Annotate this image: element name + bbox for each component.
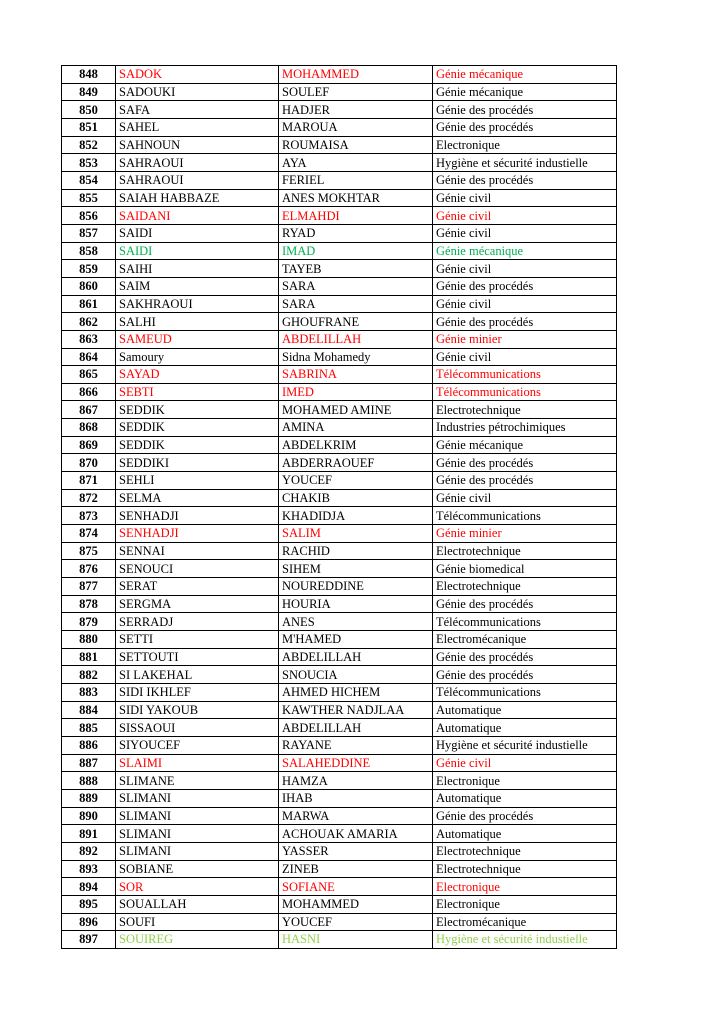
- last-name-cell: SAYAD: [116, 366, 279, 384]
- specialty-cell: Electrotechnique: [433, 542, 617, 560]
- row-number-cell: 872: [62, 489, 116, 507]
- first-name-cell: ROUMAISA: [279, 136, 433, 154]
- table-row: [62, 525, 617, 543]
- row-number-cell: 849: [62, 83, 116, 101]
- row-number-cell: 887: [62, 754, 116, 772]
- last-name-cell: SALHI: [116, 313, 279, 331]
- last-name-cell: SADOK: [116, 66, 279, 84]
- table-row: [62, 419, 617, 437]
- first-name-cell: KAWTHER NADJLAA: [279, 701, 433, 719]
- last-name-cell: SAHNOUN: [116, 136, 279, 154]
- last-name-cell: SIYOUCEF: [116, 736, 279, 754]
- row-number-cell: 856: [62, 207, 116, 225]
- table-row: [62, 101, 617, 119]
- last-name-cell: SAFA: [116, 101, 279, 119]
- last-name-cell: SAIAH HABBAZE: [116, 189, 279, 207]
- first-name-cell: SOULEF: [279, 83, 433, 101]
- first-name-cell: Sidna Mohamedy: [279, 348, 433, 366]
- specialty-cell: Génie des procédés: [433, 472, 617, 490]
- table-row: [62, 383, 617, 401]
- table-body: [62, 66, 617, 949]
- first-name-cell: AMINA: [279, 419, 433, 437]
- specialty-cell: Génie mécanique: [433, 66, 617, 84]
- last-name-cell: SIDI IKHLEF: [116, 683, 279, 701]
- row-number-cell: 879: [62, 613, 116, 631]
- first-name-cell: GHOUFRANE: [279, 313, 433, 331]
- specialty-cell: Electrotechnique: [433, 578, 617, 596]
- last-name-cell: SAIDANI: [116, 207, 279, 225]
- specialty-cell: Electromécanique: [433, 913, 617, 931]
- row-number-cell: 853: [62, 154, 116, 172]
- row-number-cell: 876: [62, 560, 116, 578]
- row-number-cell: 862: [62, 313, 116, 331]
- table-row: [62, 472, 617, 490]
- last-name-cell: SLIMANI: [116, 789, 279, 807]
- row-number-cell: 881: [62, 648, 116, 666]
- first-name-cell: HOURIA: [279, 595, 433, 613]
- table-row: [62, 578, 617, 596]
- row-number-cell: 878: [62, 595, 116, 613]
- row-number-cell: 888: [62, 772, 116, 790]
- last-name-cell: SEDDIK: [116, 436, 279, 454]
- last-name-cell: SEBTI: [116, 383, 279, 401]
- first-name-cell: HADJER: [279, 101, 433, 119]
- specialty-cell: Automatique: [433, 701, 617, 719]
- row-number-cell: 890: [62, 807, 116, 825]
- first-name-cell: TAYEB: [279, 260, 433, 278]
- table-row: [62, 842, 617, 860]
- table-row: [62, 860, 617, 878]
- row-number-cell: 858: [62, 242, 116, 260]
- last-name-cell: SAHRAOUI: [116, 154, 279, 172]
- table-row: [62, 613, 617, 631]
- specialty-cell: Automatique: [433, 825, 617, 843]
- first-name-cell: HAMZA: [279, 772, 433, 790]
- last-name-cell: SERGMA: [116, 595, 279, 613]
- table-row: [62, 631, 617, 649]
- table-row: [62, 719, 617, 737]
- table-row: [62, 878, 617, 896]
- first-name-cell: ACHOUAK AMARIA: [279, 825, 433, 843]
- table-row: [62, 66, 617, 84]
- specialty-cell: Génie mécanique: [433, 242, 617, 260]
- row-number-cell: 884: [62, 701, 116, 719]
- last-name-cell: SAMEUD: [116, 330, 279, 348]
- last-name-cell: SLIMANI: [116, 842, 279, 860]
- specialty-cell: Génie des procédés: [433, 313, 617, 331]
- last-name-cell: SAIM: [116, 277, 279, 295]
- specialty-cell: Télécommunications: [433, 383, 617, 401]
- table-row: [62, 772, 617, 790]
- last-name-cell: SOUALLAH: [116, 895, 279, 913]
- specialty-cell: Télécommunications: [433, 683, 617, 701]
- specialty-cell: Electronique: [433, 895, 617, 913]
- last-name-cell: SOBIANE: [116, 860, 279, 878]
- row-number-cell: 882: [62, 666, 116, 684]
- row-number-cell: 860: [62, 277, 116, 295]
- table-row: [62, 807, 617, 825]
- first-name-cell: ABDELILLAH: [279, 719, 433, 737]
- specialty-cell: Génie civil: [433, 489, 617, 507]
- row-number-cell: 880: [62, 631, 116, 649]
- row-number-cell: 873: [62, 507, 116, 525]
- first-name-cell: MAROUA: [279, 118, 433, 136]
- specialty-cell: Génie biomedical: [433, 560, 617, 578]
- last-name-cell: SLIMANI: [116, 825, 279, 843]
- specialty-cell: Electromécanique: [433, 631, 617, 649]
- table-row: [62, 825, 617, 843]
- table-row: [62, 118, 617, 136]
- first-name-cell: HASNI: [279, 931, 433, 949]
- first-name-cell: MOHAMMED: [279, 895, 433, 913]
- table-row: [62, 330, 617, 348]
- last-name-cell: SLIMANI: [116, 807, 279, 825]
- last-name-cell: SENHADJI: [116, 525, 279, 543]
- first-name-cell: FERIEL: [279, 171, 433, 189]
- table-row: [62, 154, 617, 172]
- table-row: [62, 189, 617, 207]
- table-row: [62, 313, 617, 331]
- table-row: [62, 489, 617, 507]
- specialty-cell: Génie mécanique: [433, 436, 617, 454]
- first-name-cell: ANES: [279, 613, 433, 631]
- row-number-cell: 875: [62, 542, 116, 560]
- specialty-cell: Génie civil: [433, 260, 617, 278]
- first-name-cell: RACHID: [279, 542, 433, 560]
- table-row: [62, 666, 617, 684]
- first-name-cell: ABDELKRIM: [279, 436, 433, 454]
- first-name-cell: SOFIANE: [279, 878, 433, 896]
- specialty-cell: Hygiène et sécurité industielle: [433, 736, 617, 754]
- first-name-cell: SNOUCIA: [279, 666, 433, 684]
- row-number-cell: 865: [62, 366, 116, 384]
- table-row: [62, 83, 617, 101]
- table-row: [62, 754, 617, 772]
- specialty-cell: Electronique: [433, 136, 617, 154]
- table-row: [62, 789, 617, 807]
- specialty-cell: Génie civil: [433, 348, 617, 366]
- row-number-cell: 871: [62, 472, 116, 490]
- row-number-cell: 857: [62, 224, 116, 242]
- first-name-cell: SARA: [279, 277, 433, 295]
- table-row: [62, 277, 617, 295]
- row-number-cell: 877: [62, 578, 116, 596]
- row-number-cell: 892: [62, 842, 116, 860]
- first-name-cell: IMAD: [279, 242, 433, 260]
- row-number-cell: 866: [62, 383, 116, 401]
- first-name-cell: SIHEM: [279, 560, 433, 578]
- table-row: [62, 648, 617, 666]
- specialty-cell: Electrotechnique: [433, 860, 617, 878]
- row-number-cell: 896: [62, 913, 116, 931]
- table-row: [62, 683, 617, 701]
- specialty-cell: Télécommunications: [433, 613, 617, 631]
- last-name-cell: SOUFI: [116, 913, 279, 931]
- first-name-cell: ABDELILLAH: [279, 648, 433, 666]
- specialty-cell: Génie des procédés: [433, 666, 617, 684]
- specialty-cell: Génie civil: [433, 295, 617, 313]
- table-row: [62, 436, 617, 454]
- row-number-cell: 891: [62, 825, 116, 843]
- last-name-cell: SAHEL: [116, 118, 279, 136]
- specialty-cell: Génie civil: [433, 207, 617, 225]
- last-name-cell: SOR: [116, 878, 279, 896]
- table-row: [62, 260, 617, 278]
- last-name-cell: SI LAKEHAL: [116, 666, 279, 684]
- row-number-cell: 855: [62, 189, 116, 207]
- specialty-cell: Automatique: [433, 789, 617, 807]
- table-row: [62, 701, 617, 719]
- row-number-cell: 868: [62, 419, 116, 437]
- table-row: [62, 171, 617, 189]
- row-number-cell: 883: [62, 683, 116, 701]
- specialty-cell: Electronique: [433, 772, 617, 790]
- first-name-cell: NOUREDDINE: [279, 578, 433, 596]
- first-name-cell: ELMAHDI: [279, 207, 433, 225]
- row-number-cell: 874: [62, 525, 116, 543]
- first-name-cell: IHAB: [279, 789, 433, 807]
- specialty-cell: Génie civil: [433, 754, 617, 772]
- specialty-cell: Automatique: [433, 719, 617, 737]
- last-name-cell: SISSAOUI: [116, 719, 279, 737]
- last-name-cell: SLIMANE: [116, 772, 279, 790]
- first-name-cell: RYAD: [279, 224, 433, 242]
- last-name-cell: Samoury: [116, 348, 279, 366]
- last-name-cell: SAIHI: [116, 260, 279, 278]
- last-name-cell: SENOUCI: [116, 560, 279, 578]
- row-number-cell: 893: [62, 860, 116, 878]
- first-name-cell: CHAKIB: [279, 489, 433, 507]
- table-row: [62, 224, 617, 242]
- specialty-cell: Hygiène et sécurité industielle: [433, 154, 617, 172]
- specialty-cell: Génie des procédés: [433, 648, 617, 666]
- first-name-cell: YASSER: [279, 842, 433, 860]
- table-row: [62, 295, 617, 313]
- row-number-cell: 895: [62, 895, 116, 913]
- row-number-cell: 850: [62, 101, 116, 119]
- table-row: [62, 401, 617, 419]
- row-number-cell: 861: [62, 295, 116, 313]
- specialty-cell: Génie des procédés: [433, 171, 617, 189]
- row-number-cell: 851: [62, 118, 116, 136]
- table-row: [62, 542, 617, 560]
- specialty-cell: Electrotechnique: [433, 401, 617, 419]
- last-name-cell: SLAIMI: [116, 754, 279, 772]
- row-number-cell: 870: [62, 454, 116, 472]
- table-row: [62, 913, 617, 931]
- first-name-cell: MOHAMMED: [279, 66, 433, 84]
- row-number-cell: 894: [62, 878, 116, 896]
- specialty-cell: Génie mécanique: [433, 83, 617, 101]
- table-row: [62, 931, 617, 949]
- last-name-cell: SERAT: [116, 578, 279, 596]
- first-name-cell: MOHAMED AMINE: [279, 401, 433, 419]
- specialty-cell: Génie des procédés: [433, 101, 617, 119]
- last-name-cell: SENHADJI: [116, 507, 279, 525]
- table-row: [62, 595, 617, 613]
- row-number-cell: 897: [62, 931, 116, 949]
- first-name-cell: YOUCEF: [279, 913, 433, 931]
- row-number-cell: 886: [62, 736, 116, 754]
- table-row: [62, 736, 617, 754]
- last-name-cell: SETTOUTI: [116, 648, 279, 666]
- specialty-cell: Génie des procédés: [433, 277, 617, 295]
- last-name-cell: SAHRAOUI: [116, 171, 279, 189]
- table-row: [62, 507, 617, 525]
- row-number-cell: 863: [62, 330, 116, 348]
- last-name-cell: SERRADJ: [116, 613, 279, 631]
- specialty-cell: Hygiène et sécurité industielle: [433, 931, 617, 949]
- first-name-cell: RAYANE: [279, 736, 433, 754]
- table-row: [62, 242, 617, 260]
- table-row: [62, 348, 617, 366]
- specialty-cell: Industries pétrochimiques: [433, 419, 617, 437]
- first-name-cell: YOUCEF: [279, 472, 433, 490]
- last-name-cell: SAIDI: [116, 242, 279, 260]
- specialty-cell: Génie des procédés: [433, 807, 617, 825]
- row-number-cell: 864: [62, 348, 116, 366]
- first-name-cell: ABDERRAOUEF: [279, 454, 433, 472]
- last-name-cell: SAIDI: [116, 224, 279, 242]
- specialty-cell: Génie des procédés: [433, 454, 617, 472]
- specialty-cell: Génie minier: [433, 330, 617, 348]
- specialty-cell: Génie des procédés: [433, 595, 617, 613]
- table-row: [62, 136, 617, 154]
- row-number-cell: 859: [62, 260, 116, 278]
- first-name-cell: SARA: [279, 295, 433, 313]
- first-name-cell: ANES MOKHTAR: [279, 189, 433, 207]
- first-name-cell: SALIM: [279, 525, 433, 543]
- last-name-cell: SEDDIK: [116, 401, 279, 419]
- specialty-cell: Télécommunications: [433, 507, 617, 525]
- specialty-cell: Electrotechnique: [433, 842, 617, 860]
- row-number-cell: 852: [62, 136, 116, 154]
- first-name-cell: IMED: [279, 383, 433, 401]
- row-number-cell: 869: [62, 436, 116, 454]
- first-name-cell: AYA: [279, 154, 433, 172]
- last-name-cell: SELMA: [116, 489, 279, 507]
- first-name-cell: AHMED HICHEM: [279, 683, 433, 701]
- last-name-cell: SENNAI: [116, 542, 279, 560]
- last-name-cell: SIDI YAKOUB: [116, 701, 279, 719]
- last-name-cell: SEHLI: [116, 472, 279, 490]
- last-name-cell: SAKHRAOUI: [116, 295, 279, 313]
- specialty-cell: Electronique: [433, 878, 617, 896]
- last-name-cell: SADOUKI: [116, 83, 279, 101]
- specialty-cell: Génie des procédés: [433, 118, 617, 136]
- first-name-cell: ZINEB: [279, 860, 433, 878]
- table-row: [62, 895, 617, 913]
- specialty-cell: Télécommunications: [433, 366, 617, 384]
- first-name-cell: KHADIDJA: [279, 507, 433, 525]
- table-row: [62, 560, 617, 578]
- first-name-cell: SABRINA: [279, 366, 433, 384]
- last-name-cell: SOUIREG: [116, 931, 279, 949]
- first-name-cell: SALAHEDDINE: [279, 754, 433, 772]
- first-name-cell: MARWA: [279, 807, 433, 825]
- last-name-cell: SEDDIKI: [116, 454, 279, 472]
- row-number-cell: 867: [62, 401, 116, 419]
- last-name-cell: SETTI: [116, 631, 279, 649]
- first-name-cell: ABDELILLAH: [279, 330, 433, 348]
- specialty-cell: Génie civil: [433, 224, 617, 242]
- table-row: [62, 454, 617, 472]
- table-row: [62, 207, 617, 225]
- row-number-cell: 854: [62, 171, 116, 189]
- row-number-cell: 885: [62, 719, 116, 737]
- table-row: [62, 366, 617, 384]
- student-table: [61, 65, 617, 949]
- last-name-cell: SEDDIK: [116, 419, 279, 437]
- row-number-cell: 848: [62, 66, 116, 84]
- first-name-cell: M'HAMED: [279, 631, 433, 649]
- row-number-cell: 889: [62, 789, 116, 807]
- specialty-cell: Génie minier: [433, 525, 617, 543]
- specialty-cell: Génie civil: [433, 189, 617, 207]
